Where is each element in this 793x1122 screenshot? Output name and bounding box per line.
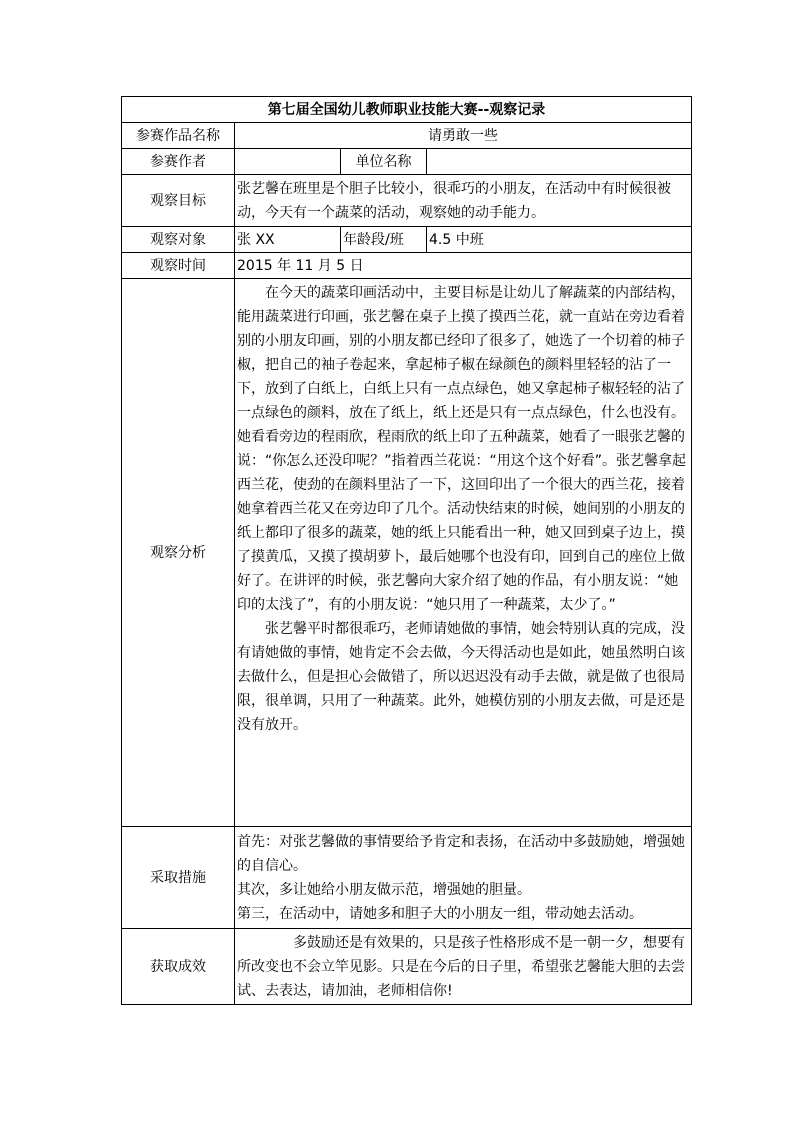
work-name-value: 请勇敢一些 [235,123,692,149]
measure-item: 其次，多让她给小朋友做示范，增强她的胆量。 [237,881,531,898]
analysis-label: 观察分析 [122,279,235,827]
subject-label: 观察对象 [122,227,235,253]
goal-label: 观察目标 [122,175,235,227]
time-label: 观察时间 [122,253,235,279]
unit-label: 单位名称 [341,149,427,175]
goal-value: 张艺馨在班里是个胆子比较小，很乖巧的小朋友，在活动中有时候很被动，今天有一个蔬菜的活动，观察她的动手能力。 [235,175,692,227]
analysis-paragraph-1: 在今天的蔬菜印画活动中，主要目标是让幼儿了解蔬菜的内部结构，能用蔬菜进行印画，张艺馨在桌子上摸了摸西兰花，就一直站在旁边看着别的小朋友印画，别的小朋友都已经印了很多了，她选了一个切着的柿子椒，把自己的袖子卷起来，拿起柿子椒在绿颜色的颜料里轻轻的沾了一下，放到了白纸上，白纸上只有一点点绿色，她又拿起柿子椒轻轻的沾了一点绿色的颜料，放在了纸上，纸上还是只有一点点绿色，什么也没有。她看看旁边的程雨欣，程雨欣的纸上印了五种蔬菜，她看了一眼张艺馨的说：“你怎么还没印呢？”指着西兰花说：“用这个这个好看”。张艺馨拿起西兰花，使劲的在颜料里沾了一下，这回印出了一个很大的西兰花，接着她拿着西兰花又在旁边印了几个。活动快结束的时候，她间别的小朋友的纸上都印了很多的蔬菜，她的纸上只能看出一种，她又回到桌子边上，摸了摸黄瓜，又摸了摸胡萝卜，最后她哪个也没有印，回到自己的座位上做好了。在讲评的时候，张艺馨向大家介绍了她的作品，有小朋友说：“她印的太浅了”，有的小朋友说：“她只用了一种蔬菜，太少了。” [237,285,687,613]
analysis-body [235,279,692,827]
record-title: 第七届全国幼儿教师职业技能大赛--观察记录 [122,97,692,123]
measures-body [235,827,692,929]
observation-record-table [121,96,692,1005]
time-value: 2015 年 11 月 5 日 [235,253,692,279]
subject-value: 张 XX [235,227,341,253]
measure-item: 首先：对张艺馨做的事情要给予肯定和表扬，在活动中多鼓励她，增强她的自信心。 [237,833,685,874]
author-label: 参赛作者 [122,149,235,175]
unit-value [427,149,692,175]
work-name-label: 参赛作品名称 [122,123,235,149]
age-class-value: 4.5 中班 [427,227,692,253]
age-class-label: 年龄段/班 [341,227,427,253]
measure-item: 第三，在活动中，请她多和胆子大的小朋友一组，带动她去活动。 [237,905,643,922]
results-label: 获取成效 [122,929,235,1005]
analysis-paragraph-2: 张艺馨平时都很乖巧，老师请她做的事情，她会特别认真的完成，没有请她做的事情，她肯定不会去做，今天得活动也是如此，她虽然明白该去做什么，但是担心会做错了，所以迟迟没有动手去做，就是做了也很局限，很单调，只用了一种蔬菜。此外，她模仿别的小朋友去做，可是还是没有放开。 [237,621,685,733]
author-value [235,149,341,175]
results-value: 多鼓励还是有效果的，只是孩子性格形成不是一朝一夕，想要有所改变也不会立竿见影。只是在今后的日子里，希望张艺馨能大胆的去尝试、去表达，请加油，老师相信你! [235,929,692,1005]
measures-label: 采取措施 [122,827,235,929]
